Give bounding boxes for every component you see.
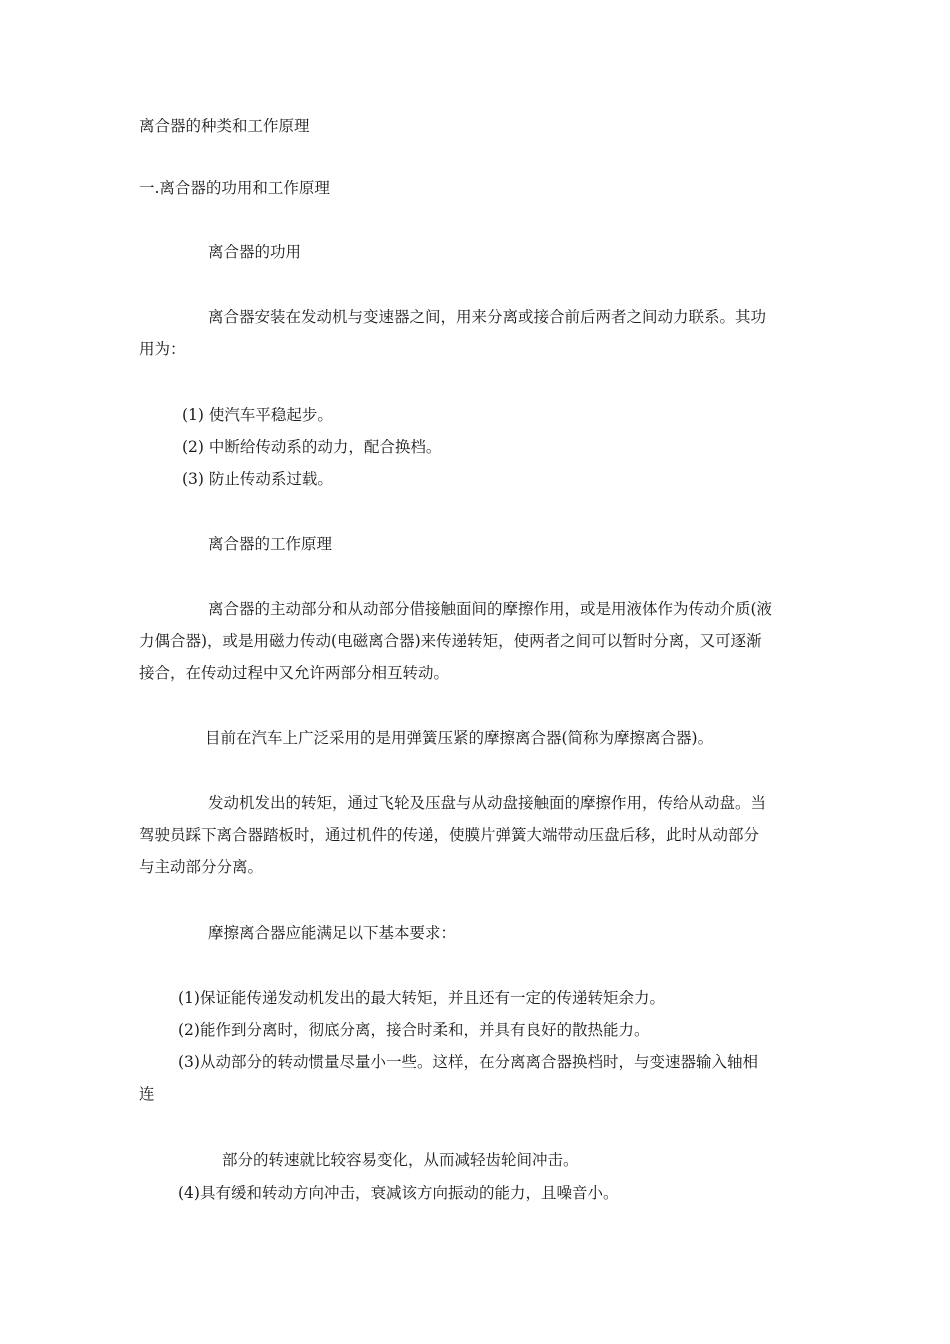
list-item: (2) 中断给传动系的动力，配合换档。: [182, 438, 442, 456]
paragraph-line: 发动机发出的转矩，通过飞轮及压盘与从动盘接触面的摩擦作用，传给从动盘。当: [208, 794, 767, 812]
list-item: (3)从动部分的转动惯量尽量小一些。这样，在分离离合器换档时，与变速器输入轴相: [178, 1053, 758, 1071]
list-item: (1)保证能传递发动机发出的最大转矩，并且还有一定的传递转矩余力。: [178, 989, 665, 1007]
list-item: (3) 防止传动系过载。: [182, 470, 333, 488]
list-item: (4)具有缓和转动方向冲击，衰减该方向振动的能力，且噪音小。: [178, 1184, 619, 1202]
list-item-continuation: 部分的转速就比较容易变化，从而减轻齿轮间冲击。: [222, 1151, 579, 1169]
paragraph-line: 用为：: [139, 340, 186, 358]
list-item-continuation: 连: [139, 1085, 155, 1103]
section-heading: 一.离合器的功用和工作原理: [139, 179, 330, 197]
paragraph-line: 离合器安装在发动机与变速器之间，用来分离或接合前后两者之间动力联系。其功: [208, 308, 767, 326]
list-item: (2)能作到分离时，彻底分离，接合时柔和，并具有良好的散热能力。: [178, 1021, 650, 1039]
subheading-principle: 离合器的工作原理: [208, 535, 333, 553]
paragraph-line: 目前在汽车上广泛采用的是用弹簧压紧的摩擦离合器(简称为摩擦离合器)。: [205, 729, 714, 747]
document-title: 离合器的种类和工作原理: [139, 117, 310, 135]
list-item: (1) 使汽车平稳起步。: [182, 406, 333, 424]
paragraph-line: 驾驶员踩下离合器踏板时，通过机件的传递，使膜片弹簧大端带动压盘后移，此时从动部分: [139, 826, 760, 844]
paragraph-line: 接合，在传动过程中又允许两部分相互转动。: [139, 664, 450, 682]
subheading-function: 离合器的功用: [208, 243, 302, 261]
paragraph-line: 力偶合器)，或是用磁力传动(电磁离合器)来传递转矩，使两者之间可以暂时分离，又可逐渐: [139, 632, 762, 650]
paragraph-line: 离合器的主动部分和从动部分借接触面间的摩擦作用，或是用液体作为传动介质(液: [208, 600, 773, 618]
paragraph-line: 与主动部分分离。: [139, 858, 264, 876]
requirements-intro: 摩擦离合器应能满足以下基本要求：: [208, 924, 457, 942]
